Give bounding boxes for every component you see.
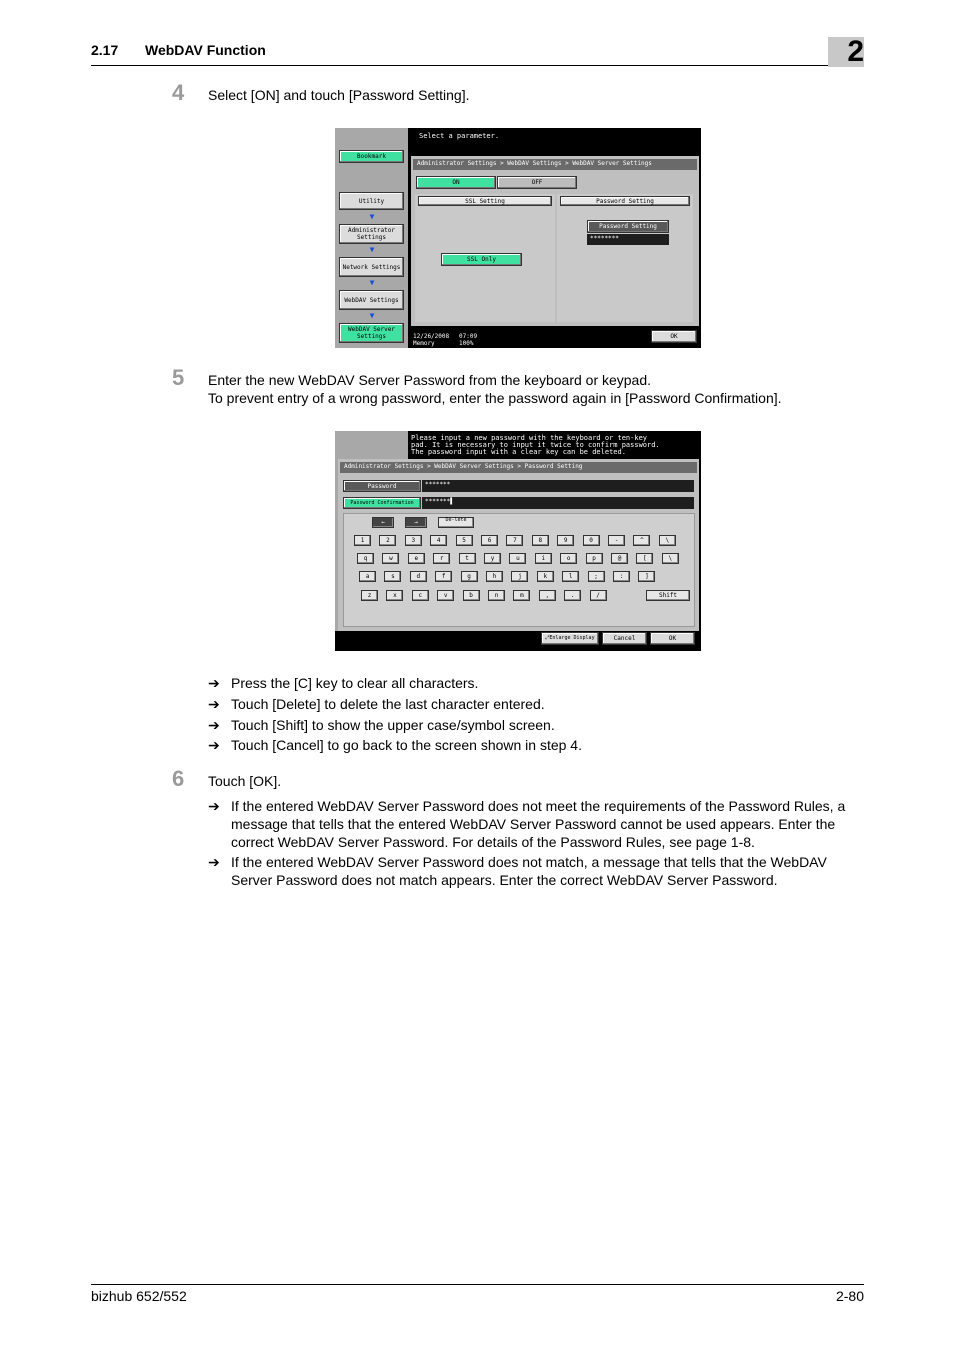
nav-utility-button[interactable]: Utility <box>339 192 404 210</box>
keyboard-key[interactable]: q <box>357 553 374 564</box>
keyboard-key[interactable]: p <box>586 553 603 564</box>
chapter-number: 2 <box>847 35 864 68</box>
arrow-icon: ➔ <box>208 798 220 814</box>
keyboard-key[interactable]: o <box>560 553 577 564</box>
screen1-ok-button[interactable]: OK <box>651 330 697 343</box>
keyboard-key[interactable]: \ <box>662 553 679 564</box>
step-number-4: 4 <box>172 80 185 105</box>
arrow-icon: ➔ <box>208 696 220 712</box>
keyboard-key[interactable]: l <box>562 571 579 582</box>
step5-note-1: ➔ Press the [C] key to clear all characters. <box>208 675 479 691</box>
screen1-time: 07:09 <box>459 333 478 340</box>
keyboard-key[interactable]: ] <box>638 571 655 582</box>
keyboard-key[interactable]: 3 <box>405 535 422 546</box>
nav-arrow-icon: ▼ <box>369 311 375 320</box>
screen1-breadcrumb: Administrator Settings > WebDAV Settings > WebDAV Server Settings <box>413 159 697 170</box>
keyboard-key[interactable]: r <box>433 553 450 564</box>
nav-webdav-settings-button[interactable]: WebDAV Settings <box>339 290 404 310</box>
keyboard-key[interactable]: t <box>459 553 476 564</box>
step-5-text-line1: Enter the new WebDAV Server Password from the keyboard or keypad. <box>208 372 652 388</box>
nav-administrator-settings-button[interactable]: Administrator Settings <box>339 224 404 244</box>
cancel-button[interactable]: Cancel <box>602 632 647 645</box>
keyboard-key[interactable]: ^ <box>633 535 650 546</box>
step5-note-4: ➔ Touch [Cancel] to go back to the screen shown in step 4. <box>208 737 582 753</box>
screen-webdav-server-settings <box>335 128 701 348</box>
keyboard-key[interactable]: j <box>511 571 528 582</box>
step-number-5: 5 <box>172 365 185 390</box>
enlarge-display-label: Enlarge Display <box>549 635 595 641</box>
keyboard-key[interactable]: 0 <box>583 535 600 546</box>
screen2-breadcrumb: Administrator Settings > WebDAV Server Settings > Password Setting <box>340 462 697 473</box>
arrow-icon: ➔ <box>208 737 220 753</box>
step-5-text-line2: To prevent entry of a wrong password, enter the password again in [Password Confirmation]. <box>208 390 782 406</box>
section-title: WebDAV Function <box>145 42 266 58</box>
keyboard-key[interactable]: 7 <box>506 535 523 546</box>
keyboard-key[interactable]: [ <box>636 553 653 564</box>
keyboard-key[interactable]: . <box>564 590 581 601</box>
keyboard-key[interactable]: 6 <box>481 535 498 546</box>
keyboard-key[interactable]: 2 <box>379 535 396 546</box>
password-label-button[interactable]: Password <box>343 480 421 492</box>
nav-webdav-server-settings-button[interactable]: WebDAV Server Settings <box>339 323 404 343</box>
keyboard-key[interactable]: m <box>513 590 530 601</box>
keyboard-key[interactable]: 8 <box>532 535 549 546</box>
keyboard-key[interactable]: c <box>412 590 429 601</box>
keyboard-key[interactable]: \ <box>659 535 676 546</box>
keyboard-key[interactable]: @ <box>611 553 628 564</box>
footer-rule <box>91 1284 864 1285</box>
delete-key[interactable]: De-lete <box>438 517 474 528</box>
arrow-icon: ➔ <box>208 675 220 691</box>
keyboard-panel <box>343 513 695 627</box>
password-setting-panel <box>557 194 693 322</box>
keyboard-key[interactable]: b <box>463 590 480 601</box>
screen-password-setting <box>335 431 701 651</box>
bookmark-button[interactable]: Bookmark <box>339 150 404 163</box>
screen2-message-line1: Please input a new password with the keyboard or ten-key <box>411 434 648 442</box>
keyboard-key[interactable]: 5 <box>456 535 473 546</box>
keyboard-key[interactable]: v <box>437 590 454 601</box>
screen2-ok-button[interactable]: OK <box>650 632 695 645</box>
on-button[interactable]: ON <box>416 176 496 189</box>
password-confirmation-button[interactable]: Password Confirmation <box>343 497 421 509</box>
enlarge-icon: ⤢ <box>545 635 550 641</box>
cursor-left-key[interactable]: ← <box>372 517 394 528</box>
nav-arrow-icon: ▼ <box>369 212 375 221</box>
keyboard-key[interactable]: f <box>435 571 452 582</box>
screen2-message-line2: pad. It is necessary to input it twice to confirm password. <box>411 441 660 449</box>
password-setting-header: Password Setting <box>560 196 690 206</box>
enlarge-display-button[interactable] <box>541 632 599 645</box>
arrow-icon: ➔ <box>208 854 220 870</box>
step6-note-1: ➔ If the entered WebDAV Server Password does not meet the requirements of the Password Rules, a message that tells that the entered WebDAV Server Password cannot be used appears. Enter the correct WebDAV Server Password. For details of the Password Rules, see page 1-8. <box>208 798 846 850</box>
step-4-text: Select [ON] and touch [Password Setting]. <box>208 87 470 103</box>
ssl-setting-header: SSL Setting <box>418 196 552 206</box>
footer-model: bizhub 652/552 <box>91 1288 187 1304</box>
step5-note-2: ➔ Touch [Delete] to delete the last character entered. <box>208 696 545 712</box>
header-rule <box>91 65 864 66</box>
keyboard-key[interactable]: z <box>361 590 378 601</box>
keyboard-key[interactable]: 4 <box>430 535 447 546</box>
password-confirmation-input[interactable]: *******▌ <box>422 497 694 509</box>
keyboard-key[interactable]: : <box>613 571 630 582</box>
keyboard-key[interactable]: i <box>535 553 552 564</box>
keyboard-key[interactable]: n <box>488 590 505 601</box>
keyboard-key[interactable]: x <box>386 590 403 601</box>
password-mask-display: ******** <box>587 234 669 245</box>
keyboard-key[interactable]: - <box>608 535 625 546</box>
footer-page-number: 2-80 <box>835 1288 864 1304</box>
step6-note-2: ➔ If the entered WebDAV Server Password does not match, a message that tells that the WebDAV Server Password does not match appears. Enter the correct WebDAV Server Password. <box>208 854 827 888</box>
password-setting-button[interactable]: Password Setting <box>587 220 669 233</box>
keyboard-key[interactable]: 9 <box>557 535 574 546</box>
section-number: 2.17 <box>91 42 119 58</box>
keyboard-key[interactable]: k <box>537 571 554 582</box>
section-heading <box>91 42 266 58</box>
screen1-message: Select a parameter. <box>419 132 500 140</box>
keyboard-key[interactable]: e <box>408 553 425 564</box>
shift-key[interactable]: Shift <box>646 590 690 601</box>
keyboard-key[interactable]: ; <box>588 571 605 582</box>
step-6-text: Touch [OK]. <box>208 773 282 789</box>
screen1-memory-value: 100% <box>459 340 474 347</box>
keyboard-key[interactable]: , <box>539 590 556 601</box>
keyboard-key[interactable]: w <box>382 553 399 564</box>
nav-network-settings-button[interactable]: Network Settings <box>339 257 404 277</box>
ssl-only-button[interactable]: SSL Only <box>441 253 522 266</box>
keyboard-key[interactable]: y <box>484 553 501 564</box>
screen1-memory-label: Memory <box>413 340 435 347</box>
keyboard-key[interactable]: a <box>359 571 376 582</box>
keyboard-key[interactable]: h <box>486 571 503 582</box>
keyboard-key[interactable]: / <box>590 590 607 601</box>
password-input[interactable]: ******* <box>422 480 694 492</box>
arrow-icon: ➔ <box>208 717 220 733</box>
nav-arrow-icon: ▼ <box>369 278 375 287</box>
keyboard-key[interactable]: s <box>384 571 401 582</box>
off-button[interactable]: OFF <box>497 176 577 189</box>
nav-arrow-icon: ▼ <box>369 245 375 254</box>
screen2-message-line3: The password input with a clear key can be deleted. <box>411 448 626 456</box>
screen1-date: 12/26/2008 <box>413 333 450 340</box>
keyboard-key[interactable]: g <box>461 571 478 582</box>
keyboard-key[interactable]: u <box>509 553 526 564</box>
keyboard-key[interactable]: d <box>410 571 427 582</box>
step5-note-3: ➔ Touch [Shift] to show the upper case/symbol screen. <box>208 717 555 733</box>
step-number-6: 6 <box>172 766 185 791</box>
cursor-right-key[interactable]: → <box>405 517 427 528</box>
keyboard-key[interactable]: 1 <box>354 535 371 546</box>
